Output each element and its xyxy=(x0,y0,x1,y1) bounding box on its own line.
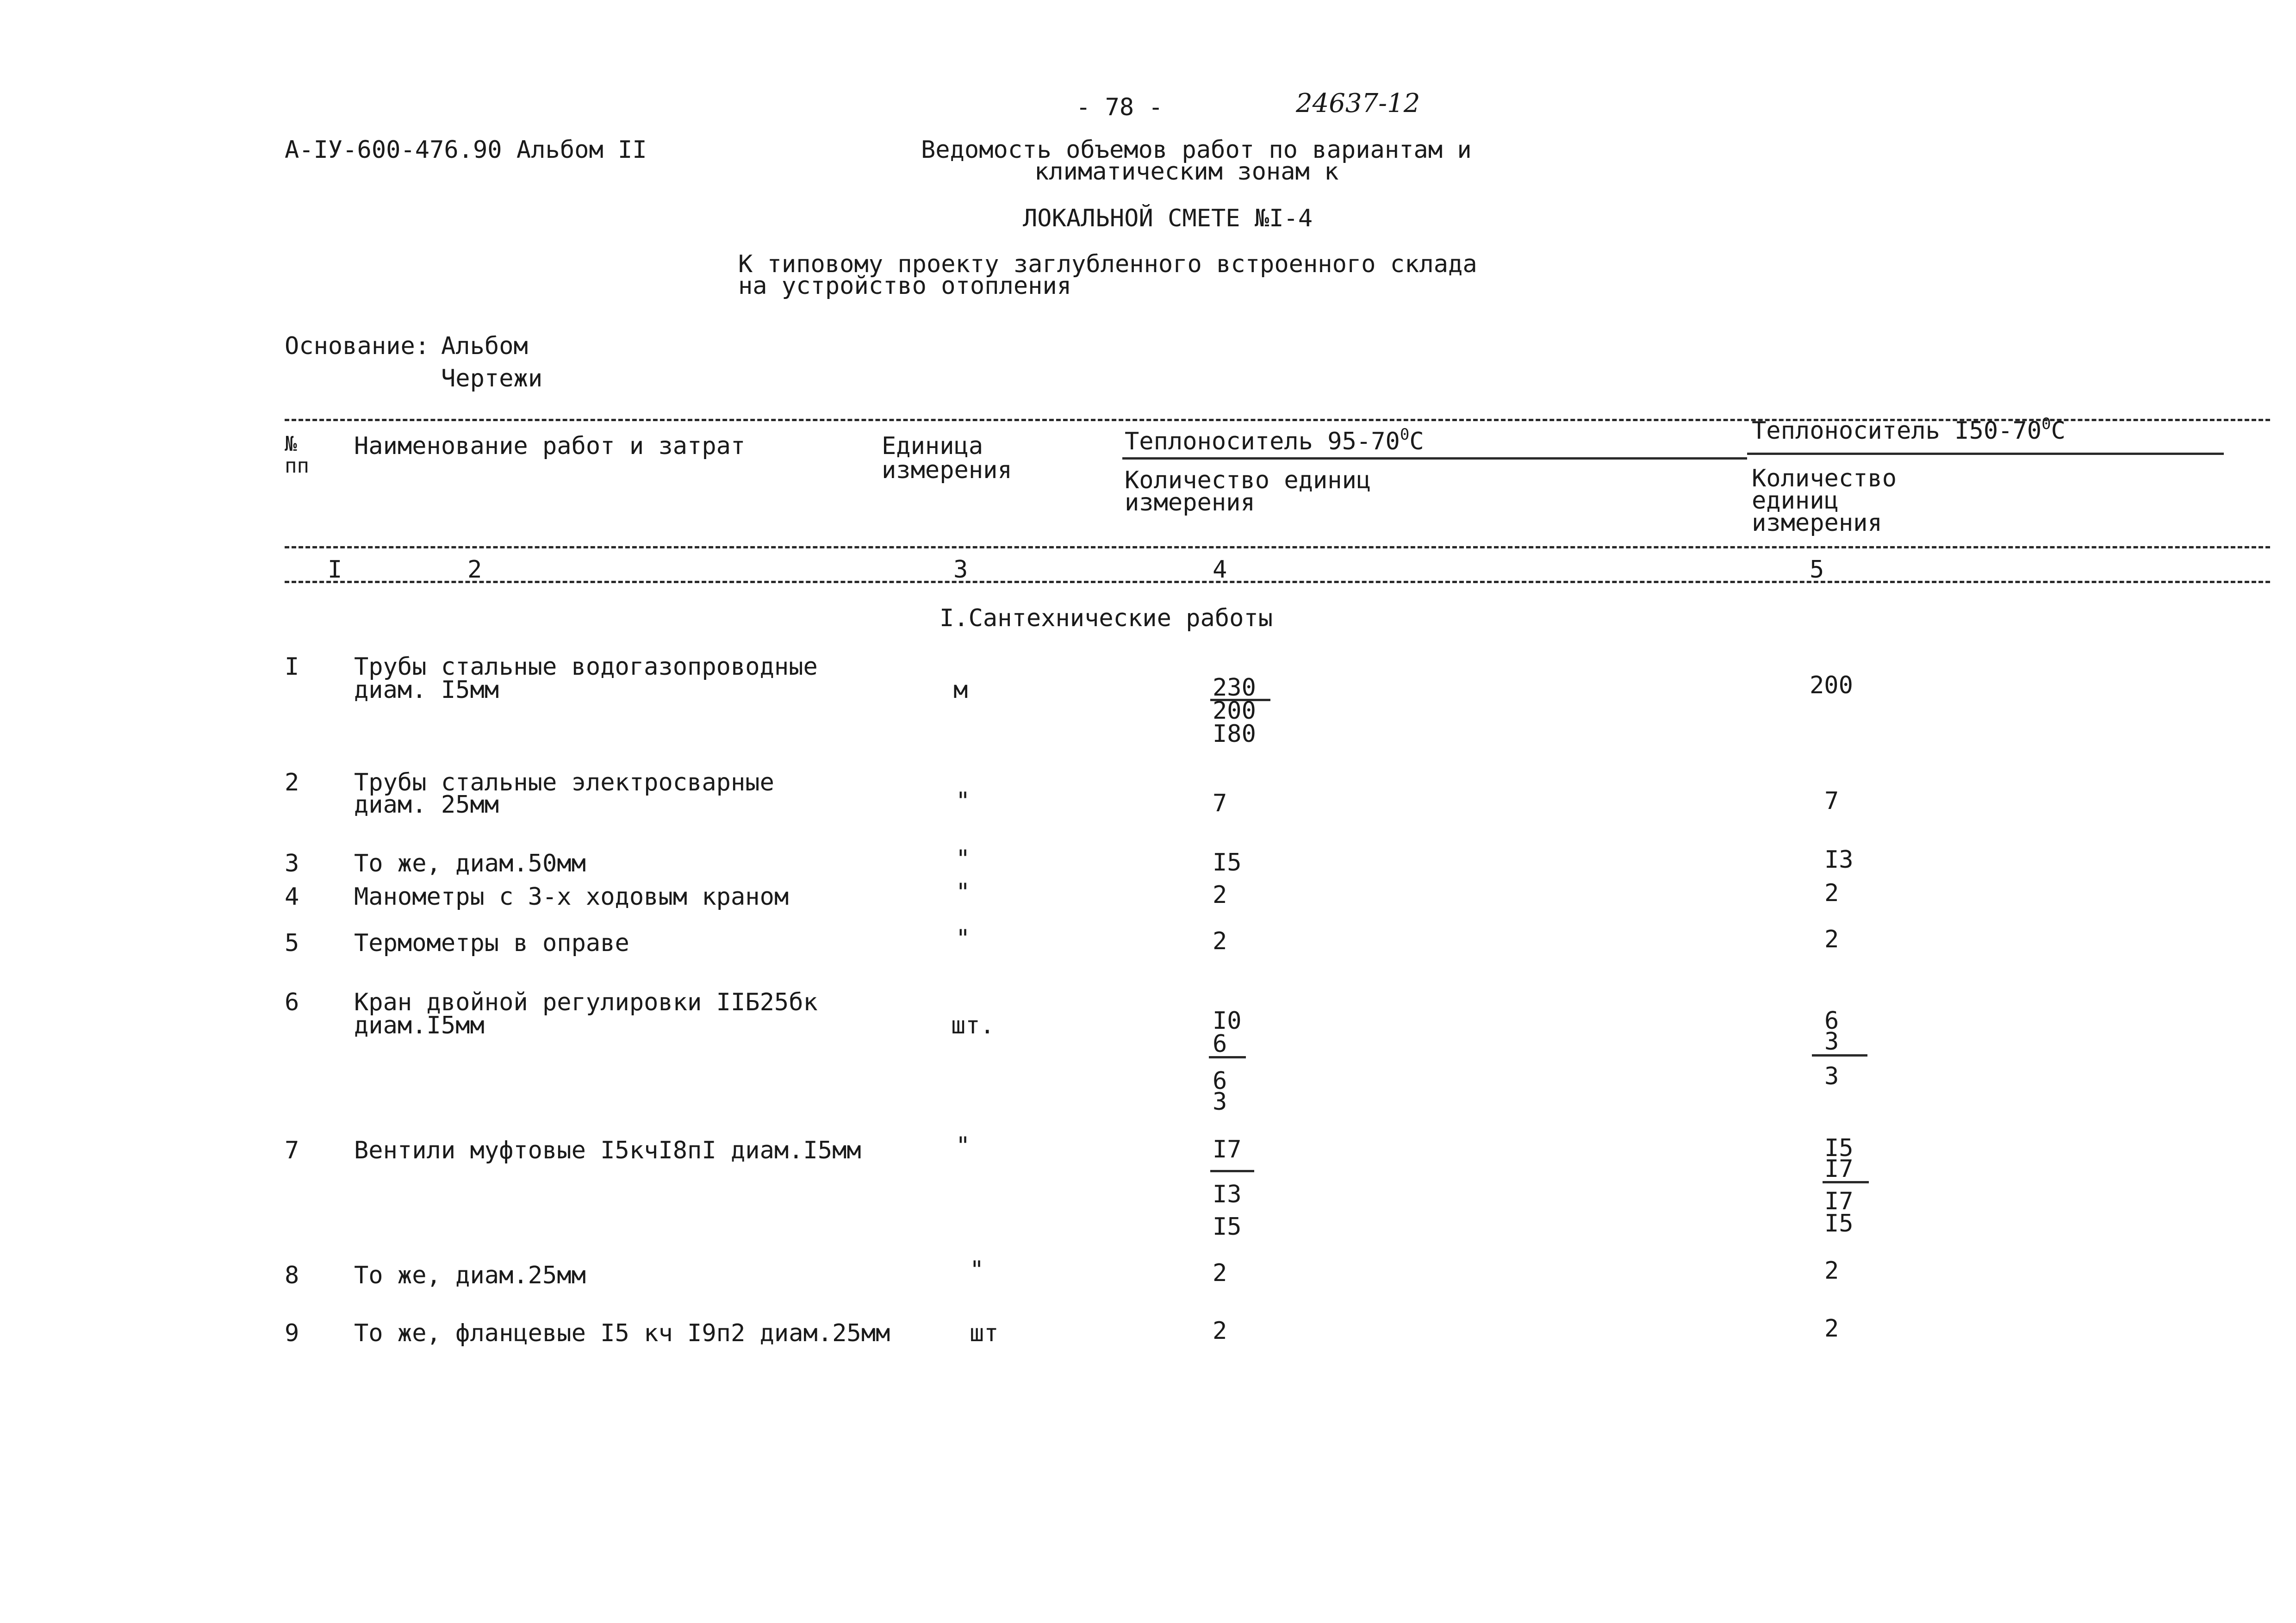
row-7-q5-fraction-line xyxy=(1823,1181,1869,1183)
header-num-symbol: № xyxy=(285,432,297,456)
header-col5-sub-line-1: Количество xyxy=(1752,465,1897,492)
row-1-name-line-2: диам. I5мм xyxy=(354,676,499,704)
row-6-q4-fraction-line xyxy=(1209,1056,1246,1058)
row-3-name: То же, диам.50мм xyxy=(354,850,586,877)
row-4-unit: " xyxy=(956,878,971,906)
album-reference: А-IУ-600-476.90 Альбом II xyxy=(285,136,647,164)
row-2-name-line-2: диам. 25мм xyxy=(354,791,499,819)
row-6-unit: шт. xyxy=(951,1012,995,1039)
row-5-unit: " xyxy=(956,925,971,952)
row-6-num: 6 xyxy=(285,989,299,1016)
row-2-q4: 7 xyxy=(1213,790,1227,817)
row-9-num: 9 xyxy=(285,1319,299,1347)
column-number-rule xyxy=(285,581,2270,583)
column-number-3: 3 xyxy=(953,556,968,584)
row-2-num: 2 xyxy=(285,769,299,796)
header-col4-sub-line-1: Количество единиц xyxy=(1125,466,1371,494)
row-2-name-line-1: Трубы стальные электросварные xyxy=(354,769,774,796)
header-col5-sub-line-3: измерения xyxy=(1752,509,1882,537)
row-1-name-line-1: Трубы стальные водогазопроводные xyxy=(354,653,818,681)
col4-title-rule xyxy=(1122,457,1747,460)
row-7-unit: " xyxy=(956,1132,971,1160)
row-3-num: 3 xyxy=(285,850,299,877)
row-8-name: То же, диам.25мм xyxy=(354,1262,586,1289)
basis-item-drawings: Чертежи xyxy=(441,365,543,392)
row-7-num: 7 xyxy=(285,1137,299,1164)
column-number-2: 2 xyxy=(467,556,482,584)
row-1-q4-a: 230 xyxy=(1213,674,1256,702)
header-bottom-rule xyxy=(285,546,2270,548)
header-col4-sub-line-2: измерения xyxy=(1125,489,1255,516)
column-number-5: 5 xyxy=(1810,556,1824,584)
row-1-num: I xyxy=(285,653,299,681)
row-6-q4-a: I0 xyxy=(1213,1007,1242,1035)
row-9-q4: 2 xyxy=(1213,1317,1227,1345)
row-4-name: Манометры с 3-х ходовым краном xyxy=(354,883,789,911)
row-1-q4-b: 200 xyxy=(1213,697,1256,725)
row-7-q4-c: I5 xyxy=(1213,1213,1242,1241)
row-3-unit: " xyxy=(956,845,971,873)
row-6-q4-d: 3 xyxy=(1213,1088,1227,1116)
row-1-q4-c: I80 xyxy=(1213,720,1256,748)
column-number-1: I xyxy=(328,556,342,584)
col5-title-rule xyxy=(1747,453,2224,455)
page-number: - 78 - xyxy=(1076,93,1163,121)
basis-label: Основание: xyxy=(285,332,430,360)
row-7-q4-b: I3 xyxy=(1213,1181,1242,1208)
row-4-q5: 2 xyxy=(1824,879,1839,907)
smeta-title: ЛОКАЛЬНОЙ СМЕТЕ №I-4 xyxy=(1023,205,1313,232)
row-9-unit: шт xyxy=(970,1319,999,1347)
row-6-name-line-2: диам.I5мм xyxy=(354,1012,485,1039)
row-7-name: Вентили муфтовые I5кчI8пI диам.I5мм xyxy=(354,1137,861,1164)
row-7-q5-a: I5 xyxy=(1824,1134,1854,1162)
row-1-unit: м xyxy=(953,676,968,704)
row-2-unit: " xyxy=(956,787,971,815)
row-8-q4: 2 xyxy=(1213,1259,1227,1287)
header-col5-sub-line-2: единиц xyxy=(1752,487,1839,515)
row-9-q5: 2 xyxy=(1824,1315,1839,1343)
project-line-2: на устройство отопления xyxy=(738,272,1072,300)
row-1-q5: 200 xyxy=(1810,672,1853,699)
header-unit-line-2: измерения xyxy=(882,456,1012,484)
row-6-q5-b: 3 xyxy=(1824,1028,1839,1056)
row-7-q4-a: I7 xyxy=(1213,1136,1242,1163)
row-5-q4: 2 xyxy=(1213,927,1227,955)
row-2-q5: 7 xyxy=(1824,787,1839,815)
project-line-1: К типовому проекту заглубленного встроенного склада xyxy=(738,250,1477,278)
header-col4-title: Теплоноситель $95-70^0С$ xyxy=(1125,425,1424,455)
row-7-q4-fraction-line xyxy=(1210,1170,1254,1172)
row-9-name: То же, фланцевые I5 кч I9п2 диам.25мм xyxy=(354,1319,890,1347)
basis-item-album: Альбом xyxy=(441,332,528,360)
row-5-num: 5 xyxy=(285,929,299,957)
row-8-unit: " xyxy=(970,1256,984,1284)
row-6-q5-fraction-line xyxy=(1812,1054,1867,1057)
row-5-name: Термометры в оправе xyxy=(354,929,629,957)
row-4-num: 4 xyxy=(285,883,299,911)
title-line-2: климатическим зонам к xyxy=(1034,158,1339,186)
header-num-pp: пп xyxy=(285,454,309,478)
row-8-num: 8 xyxy=(285,1262,299,1289)
header-name: Наименование работ и затрат xyxy=(354,432,746,460)
row-6-q4-c: 6 xyxy=(1213,1067,1227,1095)
row-6-q4-b: 6 xyxy=(1213,1030,1227,1058)
document-code-handwritten: 24637-12 xyxy=(1296,88,1420,118)
row-8-q5: 2 xyxy=(1824,1257,1839,1285)
header-unit-line-1: Единица xyxy=(882,432,983,460)
title-line-1: Ведомость объемов работ по вариантам и xyxy=(921,136,1472,164)
row-3-q5: I3 xyxy=(1824,846,1854,874)
column-number-4: 4 xyxy=(1213,556,1227,584)
row-6-q5-a: 6 xyxy=(1824,1007,1839,1035)
row-4-q4: 2 xyxy=(1213,881,1227,909)
row-5-q5: 2 xyxy=(1824,926,1839,953)
row-7-q5-d: I5 xyxy=(1824,1210,1854,1237)
row-6-q5-c: 3 xyxy=(1824,1063,1839,1090)
header-col5-title: Теплоноситель $I50-70^0С$ xyxy=(1752,415,2066,445)
section-title: I.Сантехнические работы xyxy=(940,604,1273,632)
row-6-name-line-1: Кран двойной регулировки IIБ25бк xyxy=(354,989,818,1016)
row-7-q5-b: I7 xyxy=(1824,1155,1854,1183)
row-3-q4: I5 xyxy=(1213,849,1242,877)
row-7-q5-c: I7 xyxy=(1824,1188,1854,1215)
